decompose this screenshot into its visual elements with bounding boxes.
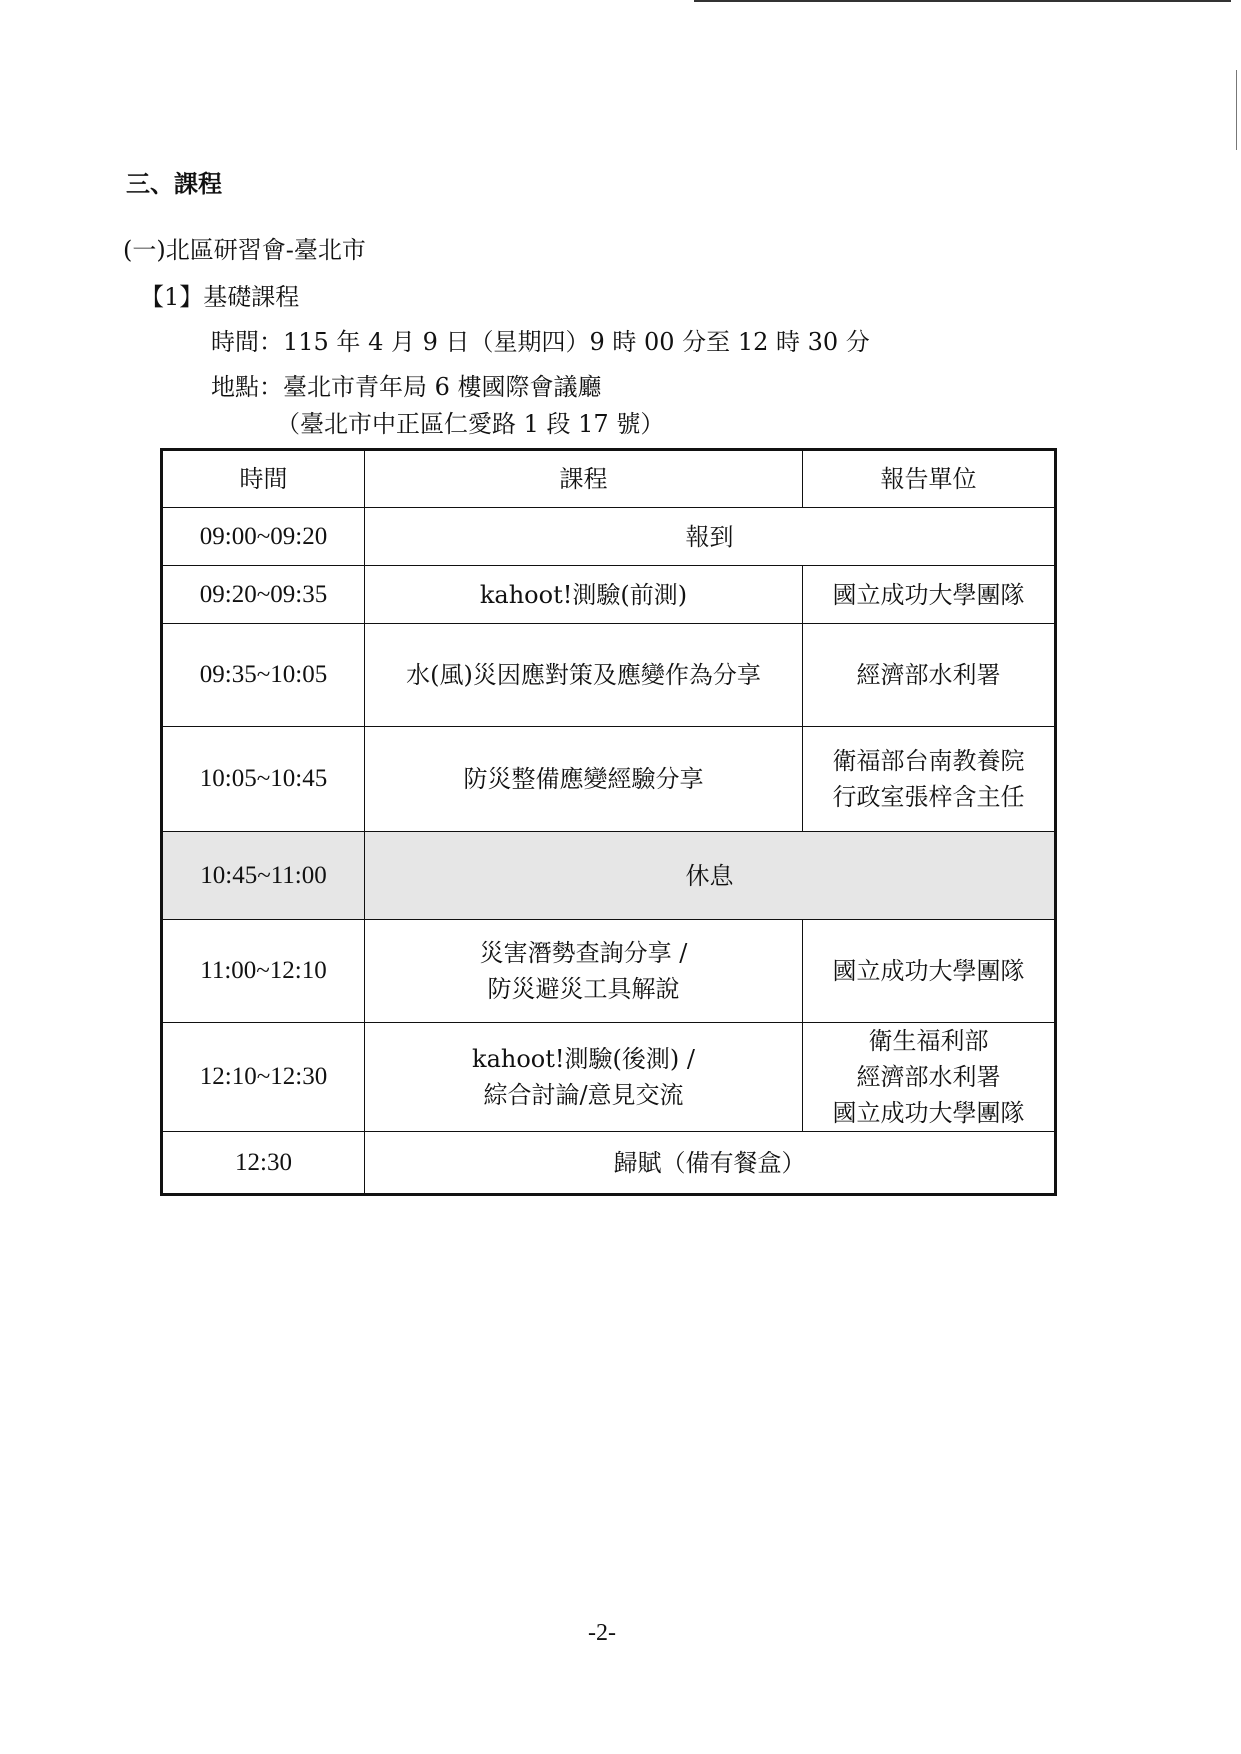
cell-time: 12:30 bbox=[162, 1132, 365, 1195]
cell-course bbox=[365, 508, 1056, 566]
top-rule bbox=[694, 0, 1231, 2]
cell-unit bbox=[803, 1023, 1056, 1132]
cell-course bbox=[365, 832, 1056, 920]
time-line: 時間：115 年 4 月 9 日（星期四）9 時 00 分至 12 時 30 分 bbox=[211, 328, 870, 356]
page-number: -2- bbox=[588, 1620, 616, 1646]
cell-course bbox=[365, 566, 803, 624]
unit-line: 經濟部水利署 bbox=[856, 661, 1001, 689]
cell-course bbox=[365, 920, 803, 1023]
section-title: 三、課程 bbox=[126, 169, 222, 198]
unit-line: 衛生福利部 bbox=[868, 1027, 989, 1055]
header-course: 課程 bbox=[365, 450, 803, 508]
subsection-title: (一)北區研習會-臺北市 bbox=[123, 236, 366, 264]
cell-time: 12:10~12:30 bbox=[162, 1023, 365, 1132]
course-line: kahoot!測驗(後測) / bbox=[472, 1045, 695, 1073]
unit-line: 行政室張梓含主任 bbox=[832, 783, 1025, 811]
cell-time: 09:00~09:20 bbox=[162, 508, 365, 566]
cell-time: 11:00~12:10 bbox=[162, 920, 365, 1023]
schedule-table bbox=[160, 448, 1057, 1196]
cell-unit bbox=[803, 727, 1056, 832]
unit-line: 國立成功大學團隊 bbox=[832, 957, 1025, 985]
course-line: 防災避災工具解說 bbox=[487, 975, 680, 1003]
course-heading: 【1】基礎課程 bbox=[140, 283, 300, 311]
unit-line: 國立成功大學團隊 bbox=[832, 580, 1025, 609]
cell-time: 10:45~11:00 bbox=[162, 832, 365, 920]
table-row bbox=[162, 624, 1056, 727]
header-time: 時間 bbox=[162, 450, 365, 508]
cell-unit bbox=[803, 624, 1056, 727]
table-row bbox=[162, 727, 1056, 832]
table-row bbox=[162, 1132, 1056, 1195]
course-line: 水(風)災因應對策及應變作為分享 bbox=[406, 661, 761, 689]
cell-course bbox=[365, 727, 803, 832]
cell-unit bbox=[803, 566, 1056, 624]
course-line: 防災整備應變經驗分享 bbox=[463, 765, 704, 793]
table-row bbox=[162, 832, 1056, 920]
cell-course bbox=[365, 1023, 803, 1132]
course-line: 歸賦（備有餐盒） bbox=[613, 1148, 806, 1177]
address-line: （臺北市中正區仁愛路 1 段 17 號） bbox=[276, 410, 665, 438]
course-line: kahoot!測驗(前測) bbox=[479, 580, 688, 609]
cell-time: 10:05~10:45 bbox=[162, 727, 365, 832]
scan-edge-line bbox=[1236, 70, 1237, 150]
cell-unit bbox=[803, 920, 1056, 1023]
table-header-row bbox=[162, 450, 1056, 508]
table-row bbox=[162, 1023, 1056, 1132]
place-line: 地點：臺北市青年局 6 樓國際會議廳 bbox=[211, 373, 602, 401]
course-line: 休息 bbox=[685, 861, 734, 890]
table-row bbox=[162, 920, 1056, 1023]
header-unit: 報告單位 bbox=[803, 450, 1056, 508]
cell-time: 09:35~10:05 bbox=[162, 624, 365, 727]
course-line: 災害潛勢查詢分享 / bbox=[479, 939, 688, 967]
table-row bbox=[162, 508, 1056, 566]
unit-line: 經濟部水利署 bbox=[856, 1063, 1001, 1091]
course-line: 報到 bbox=[685, 522, 734, 551]
cell-course bbox=[365, 1132, 1056, 1195]
table-row bbox=[162, 566, 1056, 624]
unit-line: 國立成功大學團隊 bbox=[832, 1099, 1025, 1127]
cell-course bbox=[365, 624, 803, 727]
course-line: 綜合討論/意見交流 bbox=[483, 1081, 684, 1109]
unit-line: 衛福部台南教養院 bbox=[832, 747, 1025, 775]
cell-time: 09:20~09:35 bbox=[162, 566, 365, 624]
